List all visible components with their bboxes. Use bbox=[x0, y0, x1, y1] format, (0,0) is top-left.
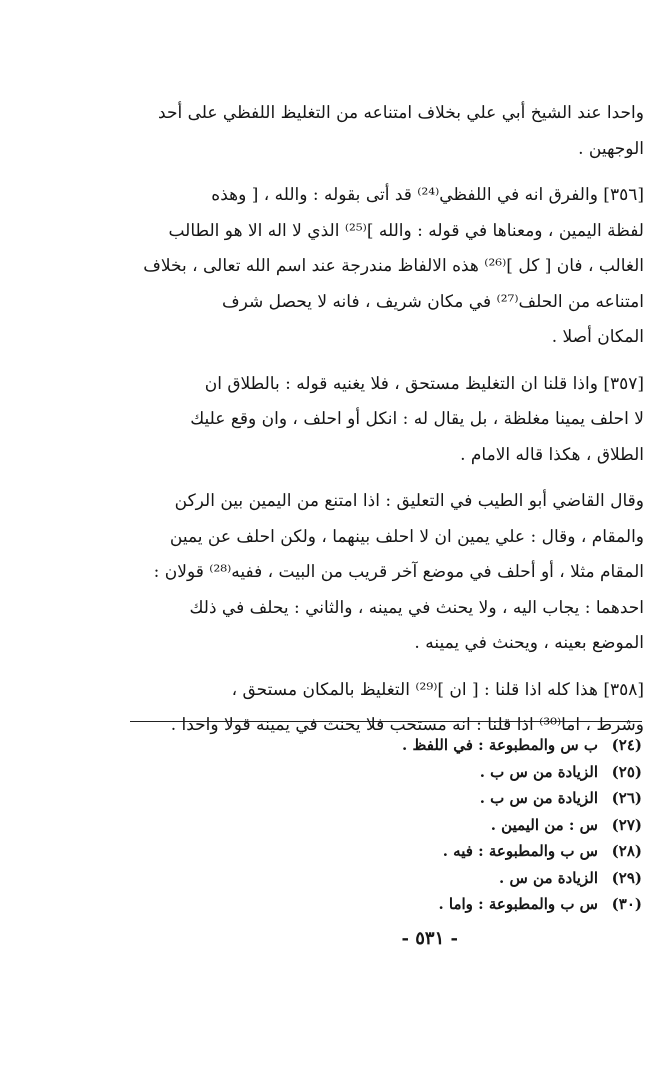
text-line: الغالب ، فان [ كل ]⁽²⁶⁾ هذه الالفاظ مندرجة عند اسم الله تعالى ، بخلاف bbox=[143, 256, 644, 276]
footnote-number: (٢٩) bbox=[611, 868, 642, 887]
text-line: وقال القاضي أبو الطيب في التعليق : اذا امتنع من اليمين بين الركن bbox=[174, 491, 644, 511]
paragraph-qadi bbox=[120, 484, 644, 662]
paragraph-356 bbox=[120, 178, 644, 356]
footnote bbox=[242, 812, 642, 839]
text-line: المكان أصلا . bbox=[551, 327, 644, 347]
footnote-text: الزيادة من س ب . bbox=[479, 762, 598, 781]
text-line: لفظة اليمين ، ومعناها في قوله : والله ]⁽²⁵⁾ الذي لا اله الا هو الطالب bbox=[168, 220, 644, 241]
footnote-text: الزيادة من س ب . bbox=[479, 789, 598, 807]
text-line: [٣٥٧] واذا قلنا ان التغليظ مستحق ، فلا يغنيه قوله : بالطلاق ان bbox=[204, 373, 644, 394]
footnote bbox=[242, 759, 642, 786]
text-line: الموضع بعينه ، ويحنث في يمينه . bbox=[414, 633, 644, 653]
footnote bbox=[242, 838, 642, 865]
footnote-text: س ب والمطبوعة : فيه . bbox=[442, 842, 598, 860]
text-line: امتناعه من الحلف⁽²⁷⁾ في مكان شريف ، فانه لا يحصل شرف bbox=[221, 291, 644, 312]
text-line: الطلاق ، هكذا قاله الامام . bbox=[460, 444, 644, 465]
footnote-text: س : من اليمين . bbox=[490, 815, 598, 834]
footnote-number: (٣٠) bbox=[611, 895, 642, 913]
text-line: وشرط ، اما⁽³⁰⁾ اذا قلنا : انه مستحب فلا يحنث في يمينه قولا واحدا . bbox=[170, 715, 644, 735]
document-page bbox=[120, 96, 644, 1087]
footnote-text: س ب والمطبوعة : واما . bbox=[438, 895, 598, 913]
footnote bbox=[242, 785, 642, 812]
footnote bbox=[242, 891, 642, 918]
footnote bbox=[242, 865, 642, 892]
text-line: والمقام ، وقال : علي يمين ان لا احلف بينهما ، ولكن احلف عن يمين bbox=[169, 526, 644, 547]
text-line: المقام مثلا ، أو أحلف في موضع آخر قريب من البيت ، ففيه⁽²⁸⁾ قولان : bbox=[153, 562, 644, 582]
text-line: احدهما : يجاب اليه ، ولا يحنث في يمينه ، والثاني : يحلف في ذلك bbox=[189, 597, 644, 618]
footnote-number: (٢٤) bbox=[611, 736, 642, 754]
text-line: [٣٥٨] هذا كله اذا قلنا : [ ان ]⁽²⁹⁾ التغليظ بالمكان مستحق ، bbox=[231, 679, 644, 700]
footnote-number: (٢٥) bbox=[611, 762, 642, 781]
paragraph-1 bbox=[120, 96, 644, 167]
text-line: لا احلف يمينا مغلظة ، بل يقال له : انكل أو احلف ، وان وقع عليك bbox=[190, 409, 644, 429]
footnote-separator bbox=[130, 721, 642, 722]
paragraph-357 bbox=[120, 367, 644, 474]
footnote-number: (٢٨) bbox=[611, 842, 642, 860]
footnote-number: (٢٧) bbox=[611, 815, 642, 834]
footnote-number: (٢٦) bbox=[611, 789, 642, 807]
footnote bbox=[242, 732, 642, 759]
text-line: واحدا عند الشيخ أبي علي بخلاف امتناعه من التغليظ اللفظي على أحد bbox=[158, 103, 644, 123]
page-number: - ٥٣١ - bbox=[401, 928, 458, 949]
text-line: [٣٥٦] والفرق انه في اللفظي⁽²⁴⁾ قد أتى بقوله : والله ، [ وهذه bbox=[211, 185, 644, 205]
footnote-text: الزيادة من س . bbox=[499, 868, 598, 887]
footnotes bbox=[242, 732, 642, 918]
text-line: الوجهين . bbox=[578, 138, 644, 159]
footnote-text: ب س والمطبوعة : في اللفظ . bbox=[402, 736, 598, 754]
